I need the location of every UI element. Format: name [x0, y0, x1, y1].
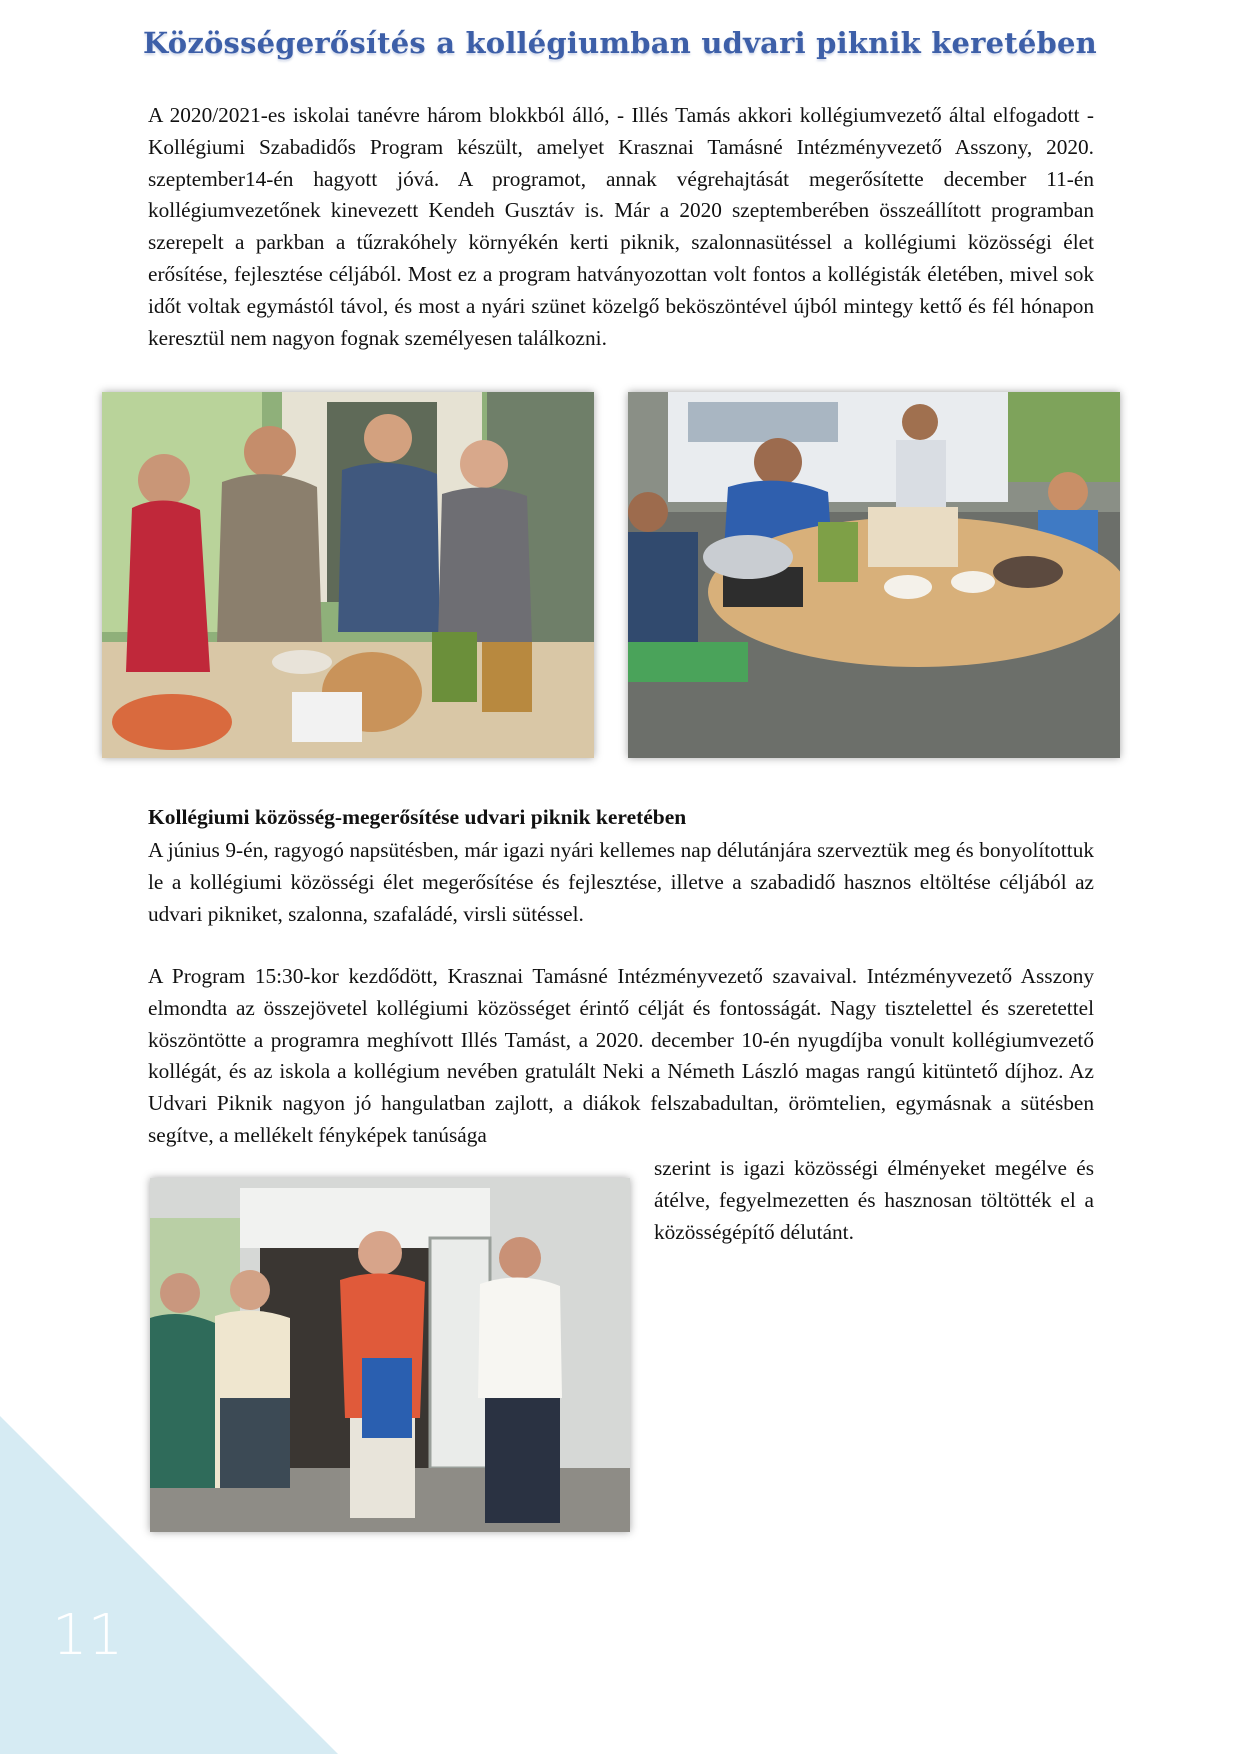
section-heading: Kollégiumi közösség-megerősítése udvari piknik keretében — [148, 805, 687, 829]
photo-round-table — [628, 392, 1120, 758]
paragraph-program: A Program 15:30-kor kezdődött, Krasznai Tamásné Intézményvezető szavaival. Intézményvezető Asszony elmondta az összejövetel kollégiumi közösséget érintő célját és fontosságát. Nagy tisztelettel és szeretettel köszöntötte a programra meghívott Illés Tamást, a 2020. december 10-én nyugdíjba vonult kollégiumvezető kollégát, és az iskola a kollégium nevében gratulált Neki a Németh László magas rangú kitüntető díjhoz. Az Udvari Piknik nagyon jó hangulatban zajlott, a diákok felszabadultan, örömtelien, egymásnak a sütésben segítve, a mellékelt fényképek tanúsága — [148, 964, 1094, 1147]
paragraph-picnic-date: A június 9-én, ragyogó napsütésben, már igazi nyári kellemes nap délutánjára szerveztük meg és bonyolítottuk le a kollégiumi közösségi élet megerősítése és fejlesztése, illetve a szabadidő hasznos eltöltése céljából az udvari pikniket, szalonna, szafaládé, virsli sütéssel. — [148, 838, 1094, 926]
corner-decoration — [0, 1416, 338, 1754]
page-title: Közösségerősítés a kollégiumban udvari piknik keretében — [143, 26, 1097, 60]
intro-paragraph: A 2020/2021-es iskolai tanévre három blokkból álló, - Illés Tamás akkori kollégiumvezető által elfogadott - Kollégiumi Szabadidős Program készült, amelyet Krasznai Tamásné Intézményvezető Asszony, 2020. szeptember14-én hagyott jóvá. A programot, annak végrehajtását megerősítette december 11-én kollégiumvezetőnek kinevezett Kendeh Gusztáv is. Már a 2020 szeptemberében összeállított programban szerepelt a parkban a tűzrakóhely környékén kerti piknik, szalonnasütéssel a kollégiumi közösségi élet erősítése, fejlesztése céljából. Most ez a program hatványozottan volt fontos a kollégisták életében, mivel sok időt voltak egymástól távol, és most a nyári szünet közelgő beköszöntével újból mintegy kettő és fél hónapon keresztül nem nagyon fognak személyesen találkozni. — [148, 103, 1094, 350]
paragraph-program-continued: szerint is igazi közösségi élményeket megélve és átélve, fegyelmezetten és hasznosan töltötték el a közösségépítő délutánt. — [654, 1156, 1094, 1244]
photo-food-table — [102, 392, 594, 758]
page-number: 11 — [52, 1603, 124, 1668]
